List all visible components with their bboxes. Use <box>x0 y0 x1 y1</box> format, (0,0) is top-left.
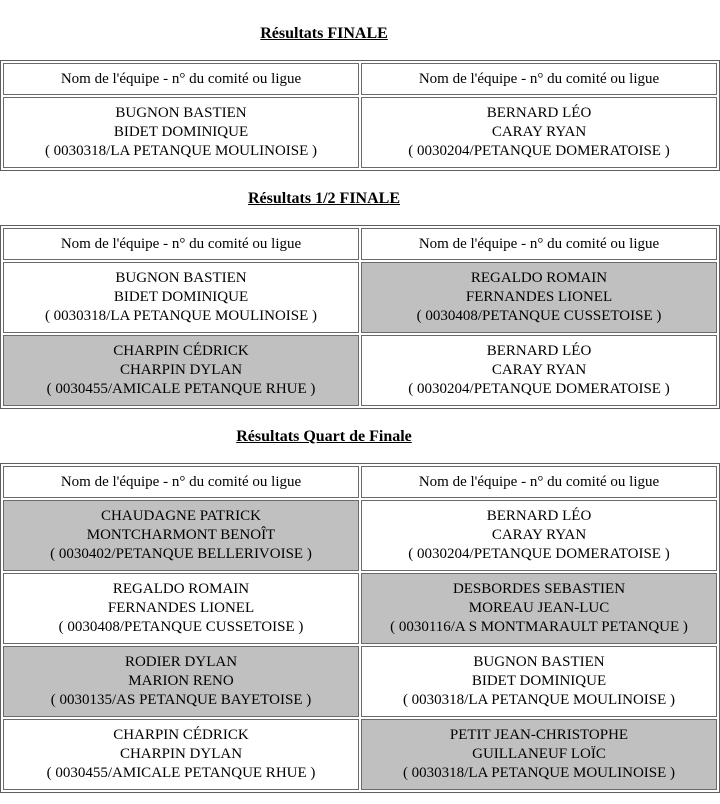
team-cell <box>361 335 717 406</box>
player-name: CARAY RYAN <box>491 527 587 543</box>
team-club: ( 0030402/PETANQUE BELLERIVOISE ) <box>50 546 312 562</box>
section-finale <box>0 25 720 171</box>
player-name: BIDET DOMINIQUE <box>471 673 607 689</box>
player-name: BERNARD LÉO <box>486 508 592 524</box>
team-cell <box>361 719 717 790</box>
table-row <box>3 573 717 644</box>
header-row <box>3 63 717 95</box>
team-club: ( 0030455/AMICALE PETANQUE RHUE ) <box>46 381 316 397</box>
table-row <box>3 646 717 717</box>
section-demi-finale <box>0 190 720 409</box>
player-name: PETIT JEAN-CHRISTOPHE <box>449 727 629 743</box>
team-club: ( 0030408/PETANQUE CUSSETOISE ) <box>58 619 304 635</box>
team-club: ( 0030204/PETANQUE DOMERATOISE ) <box>408 381 670 397</box>
team-club: ( 0030318/LA PETANQUE MOULINOISE ) <box>402 765 676 781</box>
team-cell <box>361 262 717 333</box>
team-club: ( 0030204/PETANQUE DOMERATOISE ) <box>408 546 670 562</box>
results-table-quart-de-finale <box>0 463 720 793</box>
results-page <box>0 25 720 793</box>
player-name: BERNARD LÉO <box>486 105 592 121</box>
player-name: CHARPIN CÉDRICK <box>113 727 249 743</box>
player-name: DESBORDES SEBASTIEN <box>452 581 626 597</box>
team-cell <box>361 646 717 717</box>
results-table-finale <box>0 60 720 171</box>
team-club: ( 0030455/AMICALE PETANQUE RHUE ) <box>46 765 316 781</box>
section-title-row <box>0 25 648 43</box>
team-club: ( 0030318/LA PETANQUE MOULINOISE ) <box>44 143 318 159</box>
table-row <box>3 97 717 168</box>
team-club: ( 0030408/PETANQUE CUSSETOISE ) <box>416 308 662 324</box>
team-club: ( 0030318/LA PETANQUE MOULINOISE ) <box>402 692 676 708</box>
header-row <box>3 228 717 260</box>
column-header-left: Nom de l'équipe - n° du comité ou ligue <box>3 63 359 95</box>
player-name: CHARPIN CÉDRICK <box>113 343 249 359</box>
team-cell <box>3 719 359 790</box>
player-name: BIDET DOMINIQUE <box>113 289 249 305</box>
column-header-left: Nom de l'équipe - n° du comité ou ligue <box>3 228 359 260</box>
column-header-right: Nom de l'équipe - n° du comité ou ligue <box>361 466 717 498</box>
player-name: RODIER DYLAN <box>124 654 238 670</box>
player-name: BERNARD LÉO <box>486 343 592 359</box>
player-name: CHARPIN DYLAN <box>119 746 243 762</box>
team-cell <box>361 573 717 644</box>
player-name: GUILLANEUF LOÏC <box>472 746 606 762</box>
table-row <box>3 500 717 571</box>
player-name: BUGNON BASTIEN <box>115 270 247 286</box>
team-cell <box>3 262 359 333</box>
player-name: BIDET DOMINIQUE <box>113 124 249 140</box>
player-name: FERNANDES LIONEL <box>107 600 255 616</box>
player-name: CHAUDAGNE PATRICK <box>101 508 261 524</box>
player-name: MARION RENO <box>128 673 234 689</box>
section-title-finale: Résultats FINALE <box>260 25 388 42</box>
player-name: BUGNON BASTIEN <box>473 654 605 670</box>
team-club: ( 0030318/LA PETANQUE MOULINOISE ) <box>44 308 318 324</box>
player-name: MONTCHARMONT BENOÎT <box>86 527 276 543</box>
team-cell <box>3 335 359 406</box>
results-table-demi-finale <box>0 225 720 409</box>
team-club: ( 0030116/A S MONTMARAULT PETANQUE ) <box>390 619 688 635</box>
team-cell <box>3 97 359 168</box>
team-cell <box>361 97 717 168</box>
team-club: ( 0030135/AS PETANQUE BAYETOISE ) <box>50 692 312 708</box>
player-name: FERNANDES LIONEL <box>465 289 613 305</box>
player-name: CHARPIN DYLAN <box>119 362 243 378</box>
team-club: ( 0030204/PETANQUE DOMERATOISE ) <box>408 143 670 159</box>
player-name: BUGNON BASTIEN <box>115 105 247 121</box>
column-header-right: Nom de l'équipe - n° du comité ou ligue <box>361 63 717 95</box>
player-name: CARAY RYAN <box>491 362 587 378</box>
player-name: REGALDO ROMAIN <box>470 270 608 286</box>
player-name: MOREAU JEAN-LUC <box>468 600 610 616</box>
team-cell <box>3 646 359 717</box>
player-name: REGALDO ROMAIN <box>112 581 250 597</box>
header-row <box>3 466 717 498</box>
column-header-right: Nom de l'équipe - n° du comité ou ligue <box>361 228 717 260</box>
table-row <box>3 262 717 333</box>
table-row <box>3 719 717 790</box>
section-title-quart-de-finale: Résultats Quart de Finale <box>236 428 412 445</box>
team-cell <box>3 573 359 644</box>
team-cell <box>3 500 359 571</box>
column-header-left: Nom de l'équipe - n° du comité ou ligue <box>3 466 359 498</box>
section-title-demi-finale: Résultats 1/2 FINALE <box>247 190 400 207</box>
section-quart-de-finale <box>0 428 720 793</box>
table-row <box>3 335 717 406</box>
section-title-row <box>0 190 648 208</box>
player-name: CARAY RYAN <box>491 124 587 140</box>
team-cell <box>361 500 717 571</box>
section-title-row <box>0 428 648 446</box>
